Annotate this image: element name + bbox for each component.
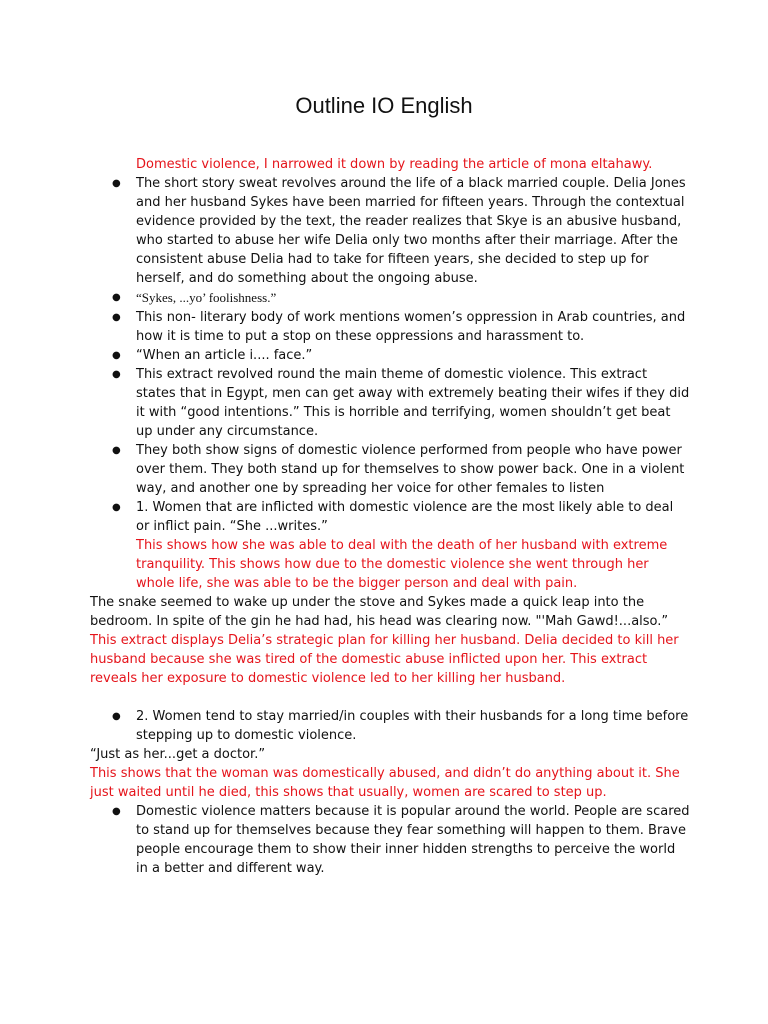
list-item — [90, 346, 690, 365]
list-item-text: This non- literary body of work mentions women’s oppression in Arab countries, and how it is time to put a stop on these oppressions and harassment to. — [136, 310, 686, 344]
bullet-icon: ● — [112, 445, 121, 456]
list-item-text: This extract revolved round the main theme of domestic violence. This extract states that in Egypt, men can get away with extremely beating their wifes if they did it with “good intentions.” This is horrible and terrifying, women shouldn’t get beat up under any circumstance. — [136, 367, 690, 439]
bullet-icon: ● — [112, 502, 121, 513]
bullet-icon: ● — [112, 369, 121, 380]
list-item-text: 2. Women tend to stay married/in couples with their husbands for a long time before stepping up to domestic violence. — [136, 709, 689, 743]
list-item — [90, 174, 690, 288]
document-body — [90, 155, 690, 878]
quote-paragraph: “Just as her...get a doctor.” — [90, 747, 266, 762]
analysis-paragraph: This shows that the woman was domestically abused, and didn’t do anything about it. She just waited until he died, this shows that usually, women are scared to step up. — [90, 766, 680, 800]
bullet-icon: ● — [112, 178, 121, 189]
bullet-icon: ● — [112, 806, 121, 817]
quote-paragraph: The snake seemed to wake up under the stove and Sykes made a quick leap into the bedroom. In spite of the gin he had had, his head was clearing now. "'Mah Gawd!...also.” — [90, 595, 669, 629]
list-item-text: “Sykes, ...yo’ foolishness.” — [136, 290, 277, 305]
bullet-icon: ● — [112, 711, 121, 722]
list-item-text: “When an article i.... face.” — [136, 348, 313, 363]
list-item — [90, 365, 690, 441]
bullet-icon: ● — [112, 292, 121, 303]
list-item — [90, 802, 690, 878]
list-item-text: Domestic violence matters because it is popular around the world. People are scared to stand up for themselves because they fear something will happen to them. Brave people encourage them to show their inner hidden strengths to perceive the world in a better and different way. — [136, 804, 690, 876]
intro-paragraph: Domestic violence, I narrowed it down by reading the article of mona eltahawy. — [136, 157, 653, 172]
list-item — [90, 441, 690, 498]
analysis-paragraph: This extract displays Delia’s strategic plan for killing her husband. Delia decided to kill her husband because she was tired of the domestic abuse inflicted upon her. This extract reveals her exposure to domestic violence led to her killing her husband. — [90, 633, 679, 686]
document-title: Outline IO English — [295, 93, 473, 118]
bullet-icon: ● — [112, 312, 121, 323]
spacer — [90, 688, 690, 707]
analysis-paragraph: This shows how she was able to deal with the death of her husband with extreme tranquility. This shows how due to the domestic violence she went through her whole life, she was able to be the bigger person and deal with pain. — [136, 538, 668, 591]
list-item-text: 1. Women that are inflicted with domestic violence are the most likely able to deal or inflict pain. “She ...writes.” — [136, 500, 674, 534]
list-item — [90, 288, 690, 308]
list-item — [90, 498, 690, 536]
bullet-icon: ● — [112, 350, 121, 361]
list-item — [90, 707, 690, 745]
list-item-text: The short story sweat revolves around the life of a black married couple. Delia Jones and her husband Sykes have been married for fifteen years. Through the contextual evidence provided by the text, the reader realizes that Skye is an abusive husband, who started to abuse her wife Delia only two months after their marriage. After the consistent abuse Delia had to take for fifteen years, she decided to step up for herself, and do something about the ongoing abuse. — [136, 176, 686, 286]
list-item-text: They both show signs of domestic violence performed from people who have power over them. They both stand up for themselves to show power back. One in a violent way, and another one by spreading her voice for other females to listen — [136, 443, 685, 496]
list-item — [90, 308, 690, 346]
